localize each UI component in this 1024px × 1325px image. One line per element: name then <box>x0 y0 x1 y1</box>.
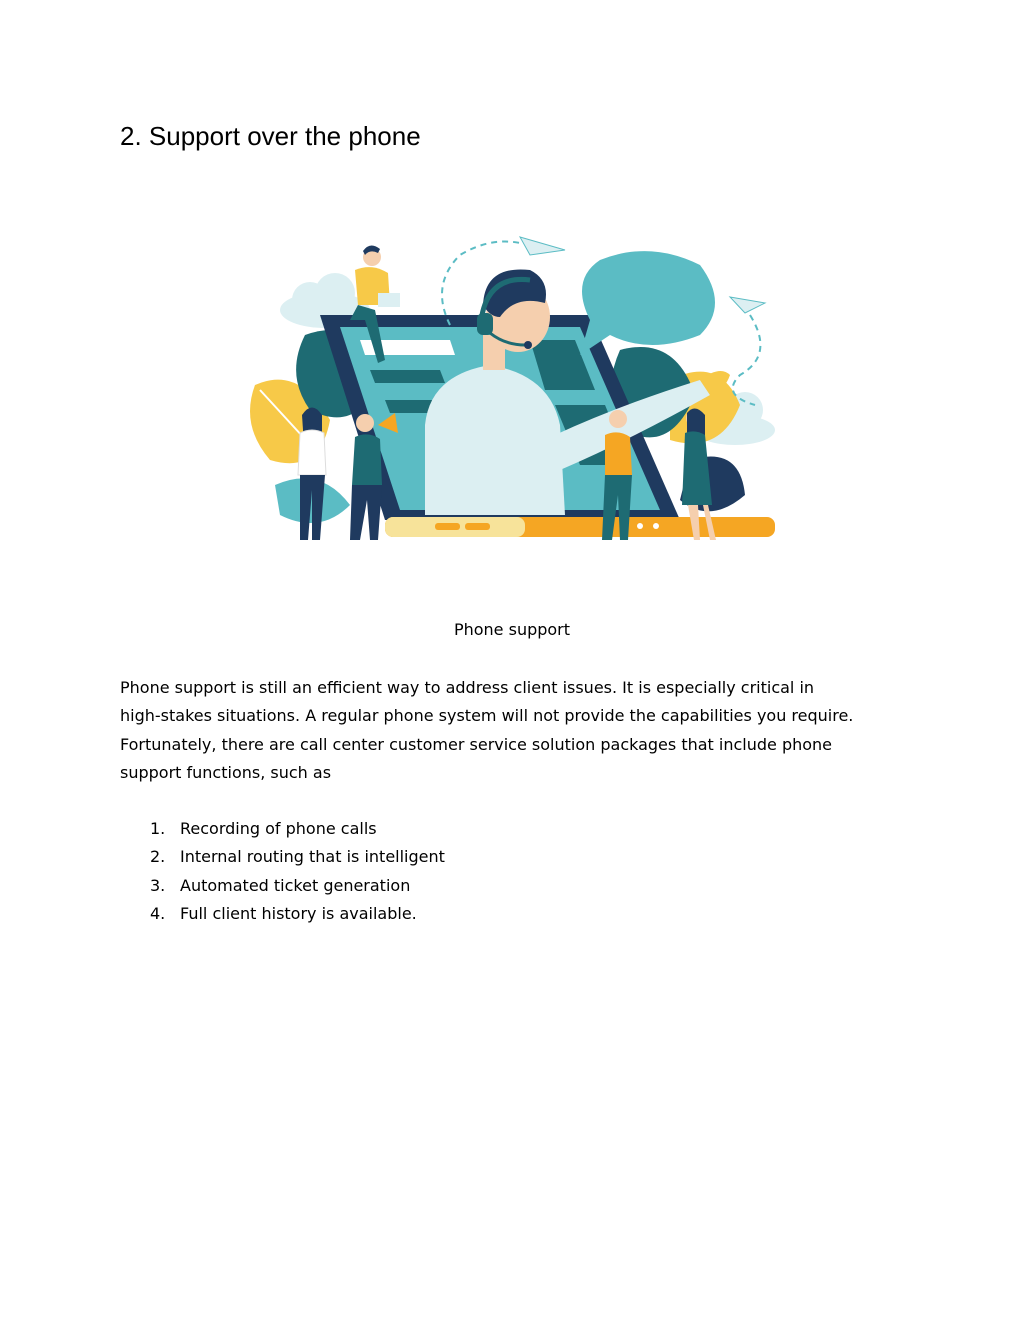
list-item-number: 4. <box>150 903 166 923</box>
body-paragraph <box>120 674 880 787</box>
list-item-number: 1. <box>150 819 166 838</box>
list-item-text: Recording of phone calls <box>180 819 377 838</box>
list-item-text: Internal routing that is intelligent <box>180 847 445 867</box>
paragraph-line: Phone support is still an efficient way to address client issues. It is especially critical in <box>120 678 815 697</box>
call-center-agent-illustration-icon <box>200 205 800 600</box>
list-item <box>150 900 445 928</box>
speech-bubble-icon <box>580 251 715 355</box>
list-item <box>150 843 445 871</box>
paragraph-line: support functions, such as <box>120 762 332 782</box>
laptop-base-icon <box>385 517 775 537</box>
paragraph-line: high-stakes situations. A regular phone system will not provide the capabilities you require. <box>120 706 854 726</box>
paragraph-line: Fortunately, there are call center customer service solution packages that include phone <box>120 734 833 754</box>
list-item-text: Automated ticket generation <box>180 875 411 895</box>
list-item-number: 2. <box>150 847 166 867</box>
figure-caption: Phone support <box>453 620 571 639</box>
feature-list <box>150 815 445 928</box>
phone-support-illustration <box>200 205 800 600</box>
list-item-number: 3. <box>150 875 166 895</box>
section-heading: 2. Support over the phone <box>120 121 421 151</box>
list-item <box>150 872 445 900</box>
list-item <box>150 815 445 843</box>
list-item-text: Full client history is available. <box>180 903 417 923</box>
